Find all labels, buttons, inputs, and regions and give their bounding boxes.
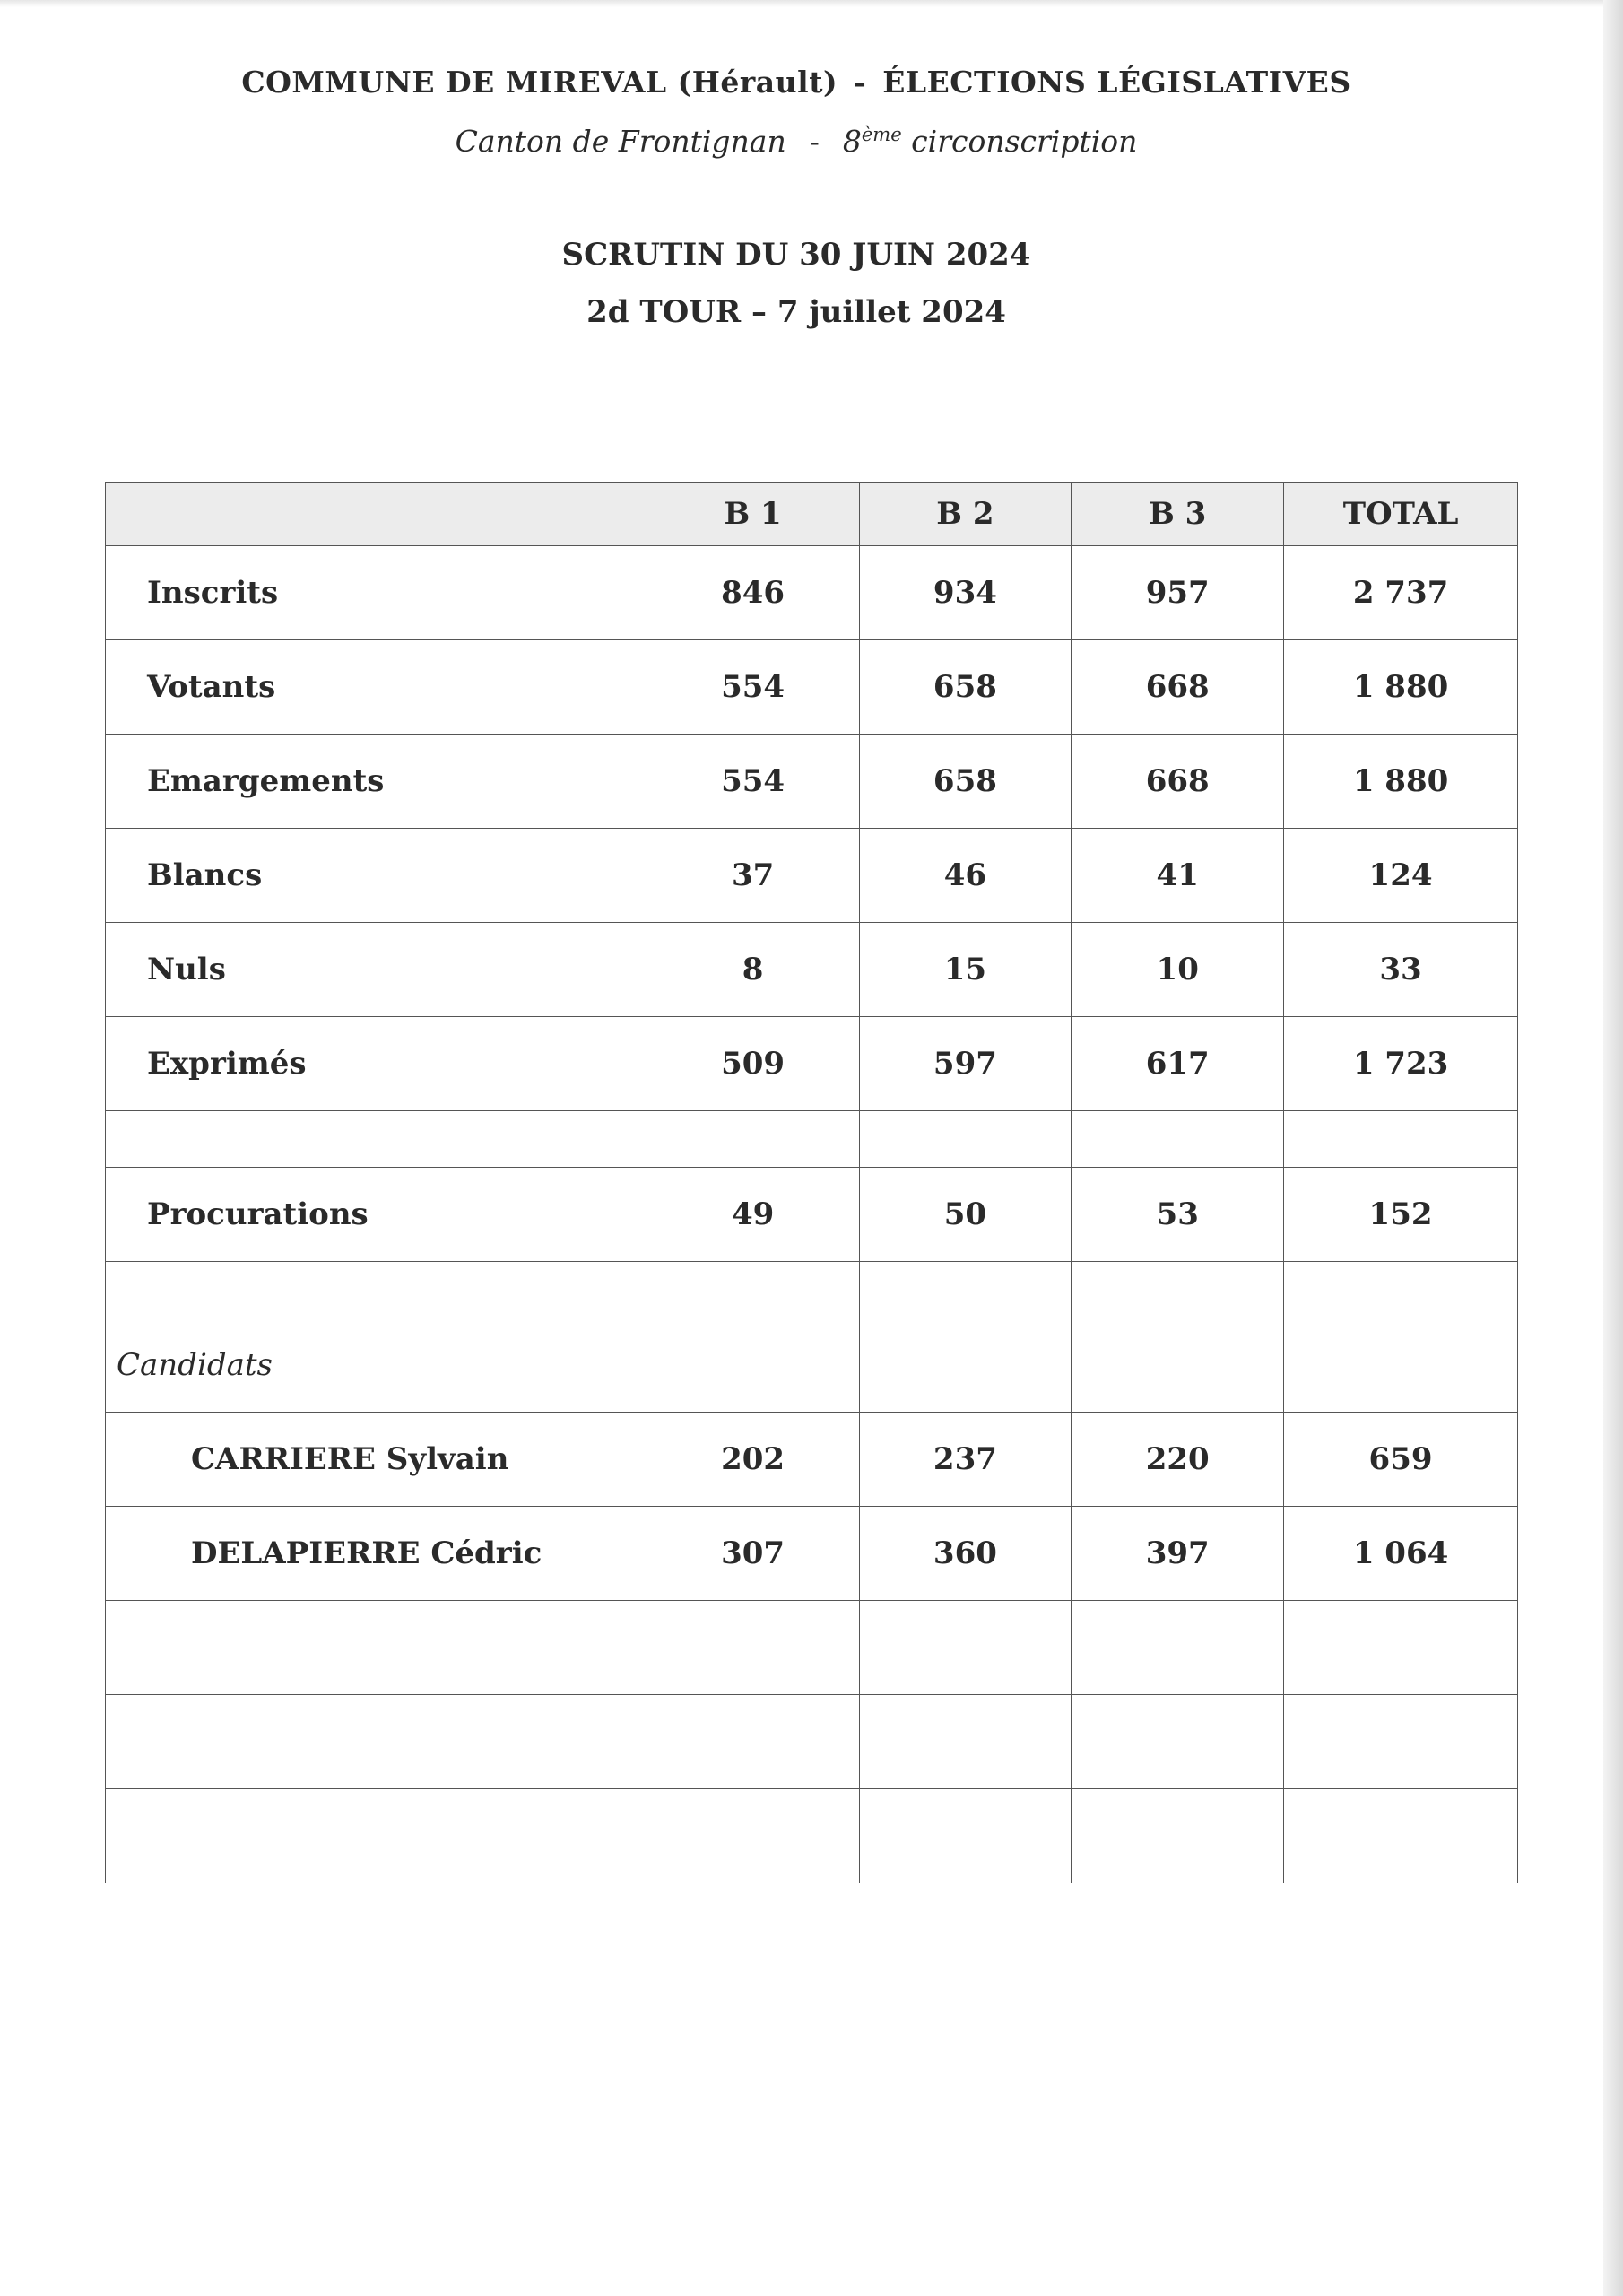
- row-candidats-header: [106, 1318, 1518, 1413]
- row-label: Votants: [106, 640, 647, 735]
- empty-cell: [859, 1789, 1072, 1883]
- empty-cell: [1284, 1789, 1518, 1883]
- column-header-total: TOTAL: [1284, 483, 1518, 546]
- empty-cell: [647, 1601, 859, 1695]
- column-header-b3: B 3: [1072, 483, 1284, 546]
- row-emargements: [106, 735, 1518, 829]
- empty-cell: [1072, 1695, 1284, 1789]
- empty-cell: [106, 1111, 647, 1168]
- results-table: [105, 482, 1518, 1883]
- cell-b1: 37: [647, 829, 859, 923]
- row-candidate-delapierre: [106, 1507, 1518, 1601]
- empty-cell: [1284, 1601, 1518, 1695]
- cell-b3: 41: [1072, 829, 1284, 923]
- cell-b1: 49: [647, 1168, 859, 1262]
- empty-cell: [106, 1789, 647, 1883]
- header-label-cell: [106, 483, 647, 546]
- canton-name: Canton de Frontignan: [455, 124, 786, 159]
- empty-row: [106, 1695, 1518, 1789]
- cell-b3: 397: [1072, 1507, 1284, 1601]
- empty-cell: [647, 1111, 859, 1168]
- cell-b1: 846: [647, 546, 859, 640]
- empty-cell: [1072, 1601, 1284, 1695]
- candidate-name: CARRIERE Sylvain: [106, 1413, 647, 1507]
- row-label: Exprimés: [106, 1017, 647, 1111]
- title-separator: -: [854, 65, 867, 100]
- empty-cell: [1284, 1695, 1518, 1789]
- empty-cell: [647, 1789, 859, 1883]
- cell-total: 33: [1284, 923, 1518, 1017]
- scrutin-date: SCRUTIN DU 30 JUIN 2024: [561, 237, 1031, 273]
- scan-top-edge: [0, 0, 1623, 7]
- cell-total: 1 064: [1284, 1507, 1518, 1601]
- spacer-row: [106, 1262, 1518, 1318]
- row-procurations: [106, 1168, 1518, 1262]
- cell-total: 2 737: [1284, 546, 1518, 640]
- cell-b3: 668: [1072, 735, 1284, 829]
- empty-cell: [1072, 1789, 1284, 1883]
- row-nuls: [106, 923, 1518, 1017]
- document-subtitle: [0, 124, 1593, 159]
- empty-cell: [1284, 1262, 1518, 1318]
- empty-cell: [859, 1262, 1072, 1318]
- cell-b3: 957: [1072, 546, 1284, 640]
- cell-b1: 554: [647, 640, 859, 735]
- cell-b2: 46: [859, 829, 1072, 923]
- circonscription-number: 8: [842, 124, 862, 159]
- spacer-row: [106, 1111, 1518, 1168]
- cell-b2: 658: [859, 640, 1072, 735]
- empty-cell: [1072, 1262, 1284, 1318]
- row-candidate-carriere: [106, 1413, 1518, 1507]
- empty-cell: [859, 1695, 1072, 1789]
- cell-b1: 307: [647, 1507, 859, 1601]
- cell-total: 659: [1284, 1413, 1518, 1507]
- cell-b2: 50: [859, 1168, 1072, 1262]
- circonscription-suffix: ème: [861, 124, 902, 145]
- empty-cell: [1284, 1111, 1518, 1168]
- cell-b1: 202: [647, 1413, 859, 1507]
- column-header-b1: B 1: [647, 483, 859, 546]
- cell-b3: 53: [1072, 1168, 1284, 1262]
- row-inscrits: [106, 546, 1518, 640]
- empty-cell: [106, 1601, 647, 1695]
- subtitle-separator: -: [809, 124, 820, 159]
- column-header-b2: B 2: [859, 483, 1072, 546]
- empty-cell: [859, 1318, 1072, 1413]
- empty-cell: [647, 1318, 859, 1413]
- cell-b2: 934: [859, 546, 1072, 640]
- empty-cell: [647, 1695, 859, 1789]
- cell-b2: 237: [859, 1413, 1072, 1507]
- empty-cell: [1072, 1318, 1284, 1413]
- tour-date: 2d TOUR – 7 juillet 2024: [586, 294, 1006, 330]
- document-title: [0, 65, 1593, 100]
- row-label: Emargements: [106, 735, 647, 829]
- row-label: Nuls: [106, 923, 647, 1017]
- circonscription-word: circonscription: [911, 124, 1138, 159]
- cell-total: 1 723: [1284, 1017, 1518, 1111]
- cell-b2: 15: [859, 923, 1072, 1017]
- empty-cell: [106, 1695, 647, 1789]
- cell-b1: 8: [647, 923, 859, 1017]
- row-votants: [106, 640, 1518, 735]
- empty-cell: [106, 1262, 647, 1318]
- cell-total: 1 880: [1284, 735, 1518, 829]
- scan-right-edge: [1603, 0, 1623, 2296]
- cell-total: 124: [1284, 829, 1518, 923]
- election-type: ÉLECTIONS LÉGISLATIVES: [882, 65, 1351, 100]
- empty-cell: [859, 1111, 1072, 1168]
- row-label: Blancs: [106, 829, 647, 923]
- cell-b3: 220: [1072, 1413, 1284, 1507]
- cell-b2: 597: [859, 1017, 1072, 1111]
- row-label: Procurations: [106, 1168, 647, 1262]
- candidate-name: DELAPIERRE Cédric: [106, 1507, 647, 1601]
- empty-row: [106, 1789, 1518, 1883]
- candidates-section-label: Candidats: [106, 1318, 647, 1413]
- cell-b1: 554: [647, 735, 859, 829]
- empty-cell: [647, 1262, 859, 1318]
- row-label: Inscrits: [106, 546, 647, 640]
- cell-total: 1 880: [1284, 640, 1518, 735]
- row-blancs: [106, 829, 1518, 923]
- cell-b3: 617: [1072, 1017, 1284, 1111]
- cell-b2: 658: [859, 735, 1072, 829]
- cell-b2: 360: [859, 1507, 1072, 1601]
- empty-cell: [1284, 1318, 1518, 1413]
- empty-row: [106, 1601, 1518, 1695]
- cell-b3: 10: [1072, 923, 1284, 1017]
- cell-b1: 509: [647, 1017, 859, 1111]
- row-exprimes: [106, 1017, 1518, 1111]
- cell-b3: 668: [1072, 640, 1284, 735]
- cell-total: 152: [1284, 1168, 1518, 1262]
- header-row: [106, 483, 1518, 546]
- commune-name: COMMUNE DE MIREVAL (Hérault): [241, 65, 838, 100]
- empty-cell: [859, 1601, 1072, 1695]
- empty-cell: [1072, 1111, 1284, 1168]
